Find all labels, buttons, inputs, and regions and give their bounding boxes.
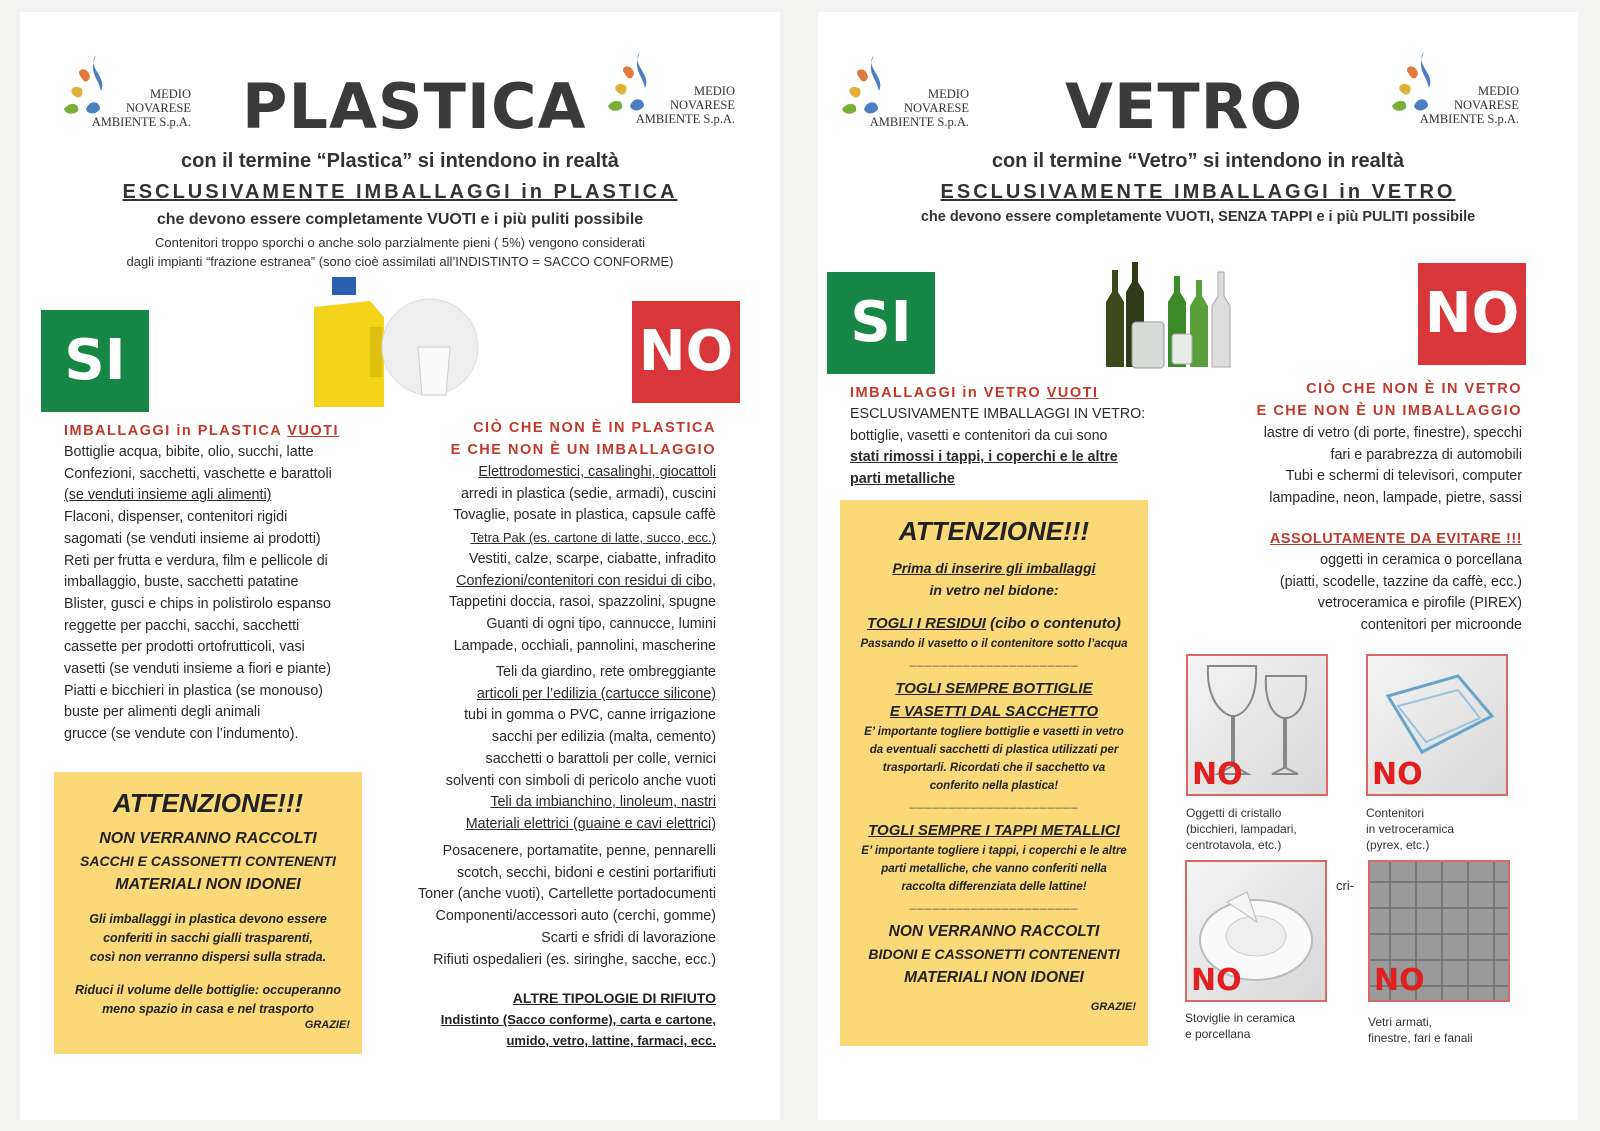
attention-step2-text2: da eventuali sacchetti di plastica utilizzati per <box>869 744 1119 756</box>
no-heading <box>1257 378 1522 422</box>
si-list <box>850 404 1170 491</box>
attention-step3-text3: raccolta differenziata delle lattine! <box>901 881 1087 893</box>
no-heading-line1: CIÒ CHE NON È IN VETRO <box>1306 381 1522 397</box>
no-list-group3 <box>386 841 716 971</box>
no-heading <box>451 417 716 461</box>
photo-no-label: NO <box>1372 757 1423 792</box>
intro-line-1: con il termine “Plastica” si intendono in realtà <box>181 150 619 172</box>
list-item: tubi in gomma o PVC, canne irrigazione <box>464 707 716 724</box>
logo-line3: AMBIENTE S.p.A. <box>1419 112 1519 126</box>
divider: ______________________ <box>909 896 1079 910</box>
list-item: Teli da imbianchino, linoleum, nastri <box>490 794 716 811</box>
caption-line: in vetroceramica <box>1366 822 1455 836</box>
si-list <box>64 442 394 746</box>
attention-warn2: BIDONI E CASSONETTI CONTENENTI <box>868 946 1120 962</box>
other-waste-section <box>441 988 716 1051</box>
list-item: sacchi per edilizia (malta, cemento) <box>491 729 716 746</box>
plastica-sheet <box>20 12 780 1120</box>
attention-step3-title: TOGLI SEMPRE I TAPPI METALLICI <box>868 822 1120 839</box>
list-item: parti metalliche <box>850 471 955 488</box>
avoid-heading: ASSOLUTAMENTE DA EVITARE !!! <box>1269 531 1522 547</box>
si-heading-vuoti: VUOTI <box>1046 385 1099 401</box>
intro-line-1: con il termine “Vetro” si intendono in realtà <box>991 150 1405 172</box>
glass-bottles-image <box>1098 262 1238 377</box>
caption-line: (pyrex, etc.) <box>1366 838 1430 852</box>
company-logo-right <box>600 44 735 134</box>
list-item: Componenti/accessori auto (cerchi, gomme) <box>435 908 716 925</box>
attention-step1-text: Passando il vasetto o il contenitore sotto l’acqua <box>860 638 1128 650</box>
list-item: Confezioni/contenitori con residui di cibo, <box>456 572 716 589</box>
list-item: Rifiuti ospedalieri (es. siringhe, sacche, ecc.) <box>433 951 716 968</box>
other-waste-heading: ALTRE TIPOLOGIE DI RIFIUTO <box>512 990 716 1006</box>
si-heading-text: IMBALLAGGI in PLASTICA <box>64 423 288 439</box>
other-waste-line2: umido, vetro, lattine, farmaci, ecc. <box>506 1033 716 1048</box>
attention-p2: conferiti in sacchi gialli trasparenti, <box>103 931 313 945</box>
caption-glass-ceramic <box>1366 805 1454 853</box>
list-item: (piatti, scodelle, tazzine da caffè, ecc.) <box>1279 573 1522 590</box>
list-item: Toner (anche vuoti), Cartellette portadocumenti <box>417 886 716 903</box>
list-item: buste per alimenti degli animali <box>64 704 261 721</box>
intro-line-2: ESCLUSIVAMENTE IMBALLAGGI in VETRO <box>940 181 1456 203</box>
logo-line1: MEDIO <box>1478 84 1519 98</box>
page-title: VETRO <box>1065 70 1304 143</box>
attention-step2-title2: E VASETTI DAL SACCHETTO <box>889 703 1099 720</box>
list-item: fari e parabrezza di automobili <box>1330 446 1522 463</box>
list-item: Posacenere, portamatite, penne, pennarelli <box>442 843 716 859</box>
list-item: grucce (se vendute con l’indumento). <box>64 726 299 743</box>
logo-line3: AMBIENTE S.p.A. <box>869 115 969 129</box>
attention-title: ATTENZIONE!!! <box>898 516 1090 546</box>
caption-line: Stoviglie in ceramica <box>1185 1011 1296 1025</box>
attention-line2: SACCHI E CASSONETTI CONTENENTI <box>80 853 336 869</box>
list-item: scotch, secchi, bidoni e cestini portarifiuti <box>456 864 716 881</box>
list-item: Tubi e schermi di televisori, computer <box>1285 468 1522 485</box>
list-item: solventi con simboli di pericolo anche vuoti <box>445 772 716 789</box>
attention-p4: Riduci il volume delle bottiglie: occuperanno <box>74 983 341 997</box>
list-item: reggette per pacchi, sacchi, sacchetti <box>64 617 300 634</box>
attention-intro2: in vetro nel bidone: <box>929 582 1059 598</box>
list-item: Tetra Pak (es. cartone di latte, succo, ecc.) <box>470 530 716 546</box>
caption-wired-glass <box>1368 1014 1473 1046</box>
stray-text: cri- <box>1336 878 1355 893</box>
list-item <box>850 426 1170 448</box>
attention-p3: così non verranno dispersi sulla strada. <box>89 950 327 964</box>
attention-warn3: MATERIALI NON IDONEI <box>904 969 1084 986</box>
caption-line: finestre, fari e fanali <box>1368 1031 1473 1045</box>
list-item: Flaconi, dispenser, contenitori rigidi <box>64 509 288 526</box>
list-item: Confezioni, sacchetti, vaschette e barattoli <box>64 465 332 482</box>
list-item: lampadine, neon, lampade, pietre, sassi <box>1269 490 1522 507</box>
no-list <box>1192 423 1522 510</box>
intro-line-3: che devono essere completamente VUOTI, SENZA TAPPI e i più PULITI possibile <box>920 209 1476 225</box>
list-item: cassette per prodotti ortofrutticoli, vasi <box>64 639 305 656</box>
list-item: articoli per l’edilizia (cartucce silicone) <box>476 685 716 702</box>
list-item-text: bottiglie, vasetti e contenitori da cui sono <box>850 427 1108 444</box>
caption-line: e porcellana <box>1185 1027 1251 1041</box>
photo-no-label: NO <box>1374 963 1425 998</box>
intro-line-2: ESCLUSIVAMENTE IMBALLAGGI in PLASTICA <box>122 181 678 203</box>
attention-step1 <box>840 613 1148 635</box>
list-item: Bottiglie acqua, bibite, olio, succhi, latte <box>64 444 314 460</box>
list-item: sacchetti o barattoli per colle, vernici <box>485 750 716 767</box>
caption-line: Vetri armati, <box>1368 1015 1433 1029</box>
no-list-group1 <box>386 462 716 657</box>
attention-step2-title1: TOGLI SEMPRE BOTTIGLIE <box>895 680 1093 697</box>
other-waste-line1: Indistinto (Sacco conforme), carta e cartone, <box>440 1012 716 1027</box>
wired-glass-photo <box>1368 860 1510 1002</box>
attention-step2-text4: conferito nella plastica! <box>929 780 1059 792</box>
attention-step1-sub: (cibo o contenuto) <box>985 615 1121 632</box>
attention-intro1: Prima di inserire gli imballaggi <box>892 560 1096 576</box>
list-item: Guanti di ogni tipo, cannucce, lumini <box>486 615 716 632</box>
si-badge: SI <box>41 310 149 412</box>
list-item: sagomati (se venduti insieme ai prodotti) <box>64 530 321 547</box>
list-item: (se venduti insieme agli alimenti) <box>64 487 272 504</box>
caption-line: centrotavola, etc.) <box>1186 838 1282 852</box>
plastic-containers-image <box>300 277 480 417</box>
intro-line-4: Contenitori troppo sporchi o anche solo parzialmente pieni ( 5%) vengono considerati <box>155 235 645 250</box>
list-item: oggetti in ceramica o porcellana <box>1320 552 1522 568</box>
list-item: contenitori per microonde <box>1360 617 1522 634</box>
logo-line3: AMBIENTE S.p.A. <box>635 112 735 126</box>
list-item: Tovaglie, posate in plastica, capsule caffè <box>453 507 716 524</box>
list-item: ESCLUSIVAMENTE IMBALLAGGI IN VETRO: <box>850 406 1146 422</box>
attention-warn1: NON VERRANNO RACCOLTI <box>888 923 1100 940</box>
divider: ______________________ <box>909 795 1079 809</box>
attention-box <box>54 772 362 1054</box>
list-item: vetroceramica e pirofile (PIREX) <box>1317 595 1522 612</box>
list-item: Piatti e bicchieri in plastica (se monouso) <box>64 682 324 699</box>
page-title: PLASTICA <box>242 70 587 143</box>
list-item: Lampade, occhiali, pannolini, mascherine <box>453 637 716 654</box>
list-item: Scarti e sfridi di lavorazione <box>541 929 716 946</box>
intro-line-5: dagli impianti “frazione estranea” (sono cioè assimilati all’INDISTINTO = SACCO CONFORME) <box>126 254 674 269</box>
attention-thanks: GRAZIE! <box>1090 1001 1136 1013</box>
list-item: arredi in plastica (sedie, armadi), cuscini <box>460 485 716 502</box>
list-item: Reti per frutta e verdura, film e pellicole di <box>64 552 328 569</box>
glass-ceramic-photo <box>1366 654 1508 796</box>
list-item: lastre di vetro (di porte, finestre), specchi <box>1263 425 1522 441</box>
attention-box <box>840 500 1148 1046</box>
si-heading-vuoti: VUOTI <box>287 423 340 439</box>
attention-step1-title: TOGLI I RESIDUI <box>867 615 986 632</box>
no-badge: NO <box>632 301 740 403</box>
company-logo-right <box>1384 44 1519 134</box>
logo-line1: MEDIO <box>928 87 969 101</box>
attention-step3-text1: E’ importante togliere i tappi, i coperchi e le altre <box>861 845 1127 857</box>
no-heading-line1: CIÒ CHE NON È IN PLASTICA <box>473 420 716 436</box>
crystal-objects-photo <box>1186 654 1328 796</box>
photo-no-label: NO <box>1191 963 1242 998</box>
avoid-list <box>1192 550 1522 637</box>
caption-ceramic <box>1185 1010 1295 1042</box>
ceramic-dishes-photo <box>1185 860 1327 1002</box>
list-item: Tappetini doccia, rasoi, spazzolini, spugne <box>448 594 716 611</box>
logo-line1: MEDIO <box>150 87 191 101</box>
attention-line1: NON VERRANNO RACCOLTI <box>99 830 317 847</box>
no-heading-line2: E CHE NON È UN IMBALLAGGIO <box>1256 403 1522 419</box>
attention-step2-text3: trasportarli. Ricordati che il sacchetto va <box>882 762 1106 774</box>
caption-line: Oggetti di cristallo <box>1186 806 1282 820</box>
no-list-group2 <box>386 662 716 836</box>
divider: ______________________ <box>909 653 1079 667</box>
logo-line2: NOVARESE <box>669 98 735 112</box>
no-badge: NO <box>1418 263 1526 365</box>
list-item: Teli da giardino, rete ombreggiante <box>495 664 716 680</box>
attention-p5: meno spazio in casa e nel trasporto <box>102 1002 314 1016</box>
list-item: Vestiti, calze, scarpe, ciabatte, infradito <box>468 550 716 567</box>
list-item: Elettrodomestici, casalinghi, giocattoli <box>478 464 716 480</box>
si-heading-text: IMBALLAGGI in VETRO <box>850 385 1047 401</box>
list-item: stati rimossi i tappi, i coperchi e le altre <box>850 449 1118 466</box>
list-item: vasetti (se venduti insieme a fiori e piante) <box>64 661 332 678</box>
company-logo <box>834 47 969 137</box>
caption-line: (bicchieri, lampadari, <box>1186 822 1297 836</box>
si-heading <box>64 420 339 442</box>
si-badge: SI <box>827 272 935 374</box>
no-heading-line2: E CHE NON È UN IMBALLAGGIO <box>450 442 716 458</box>
attention-step3-text2: parti metalliche, che vanno conferiti nella <box>881 863 1107 875</box>
attention-line3: MATERIALI NON IDONEI <box>115 876 301 893</box>
intro-line-3: che devono essere completamente VUOTI e i più puliti possibile <box>156 211 644 228</box>
logo-line2: NOVARESE <box>125 101 191 115</box>
logo-line1: MEDIO <box>694 84 735 98</box>
caption-line: Contenitori <box>1366 806 1425 820</box>
attention-step2-text1: E’ importante togliere bottiglie e vasetti in vetro <box>864 726 1124 738</box>
caption-crystal <box>1186 805 1297 853</box>
attention-title: ATTENZIONE!!! <box>112 788 304 818</box>
logo-line3: AMBIENTE S.p.A. <box>91 115 191 129</box>
logo-line2: NOVARESE <box>1453 98 1519 112</box>
list-item: Materiali elettrici (guaine e cavi elettrici) <box>465 815 716 832</box>
list-item: Blister, gusci e chips in polistirolo espanso <box>64 595 332 612</box>
photo-no-label: NO <box>1192 757 1243 792</box>
list-item: imballaggio, buste, sacchetti patatine <box>64 574 299 591</box>
vetro-sheet <box>818 12 1578 1120</box>
attention-p1: Gli imballaggi in plastica devono essere <box>89 912 327 926</box>
company-logo <box>56 47 191 137</box>
si-heading <box>850 382 1099 404</box>
logo-line2: NOVARESE <box>903 101 969 115</box>
attention-thanks: GRAZIE! <box>304 1019 350 1031</box>
